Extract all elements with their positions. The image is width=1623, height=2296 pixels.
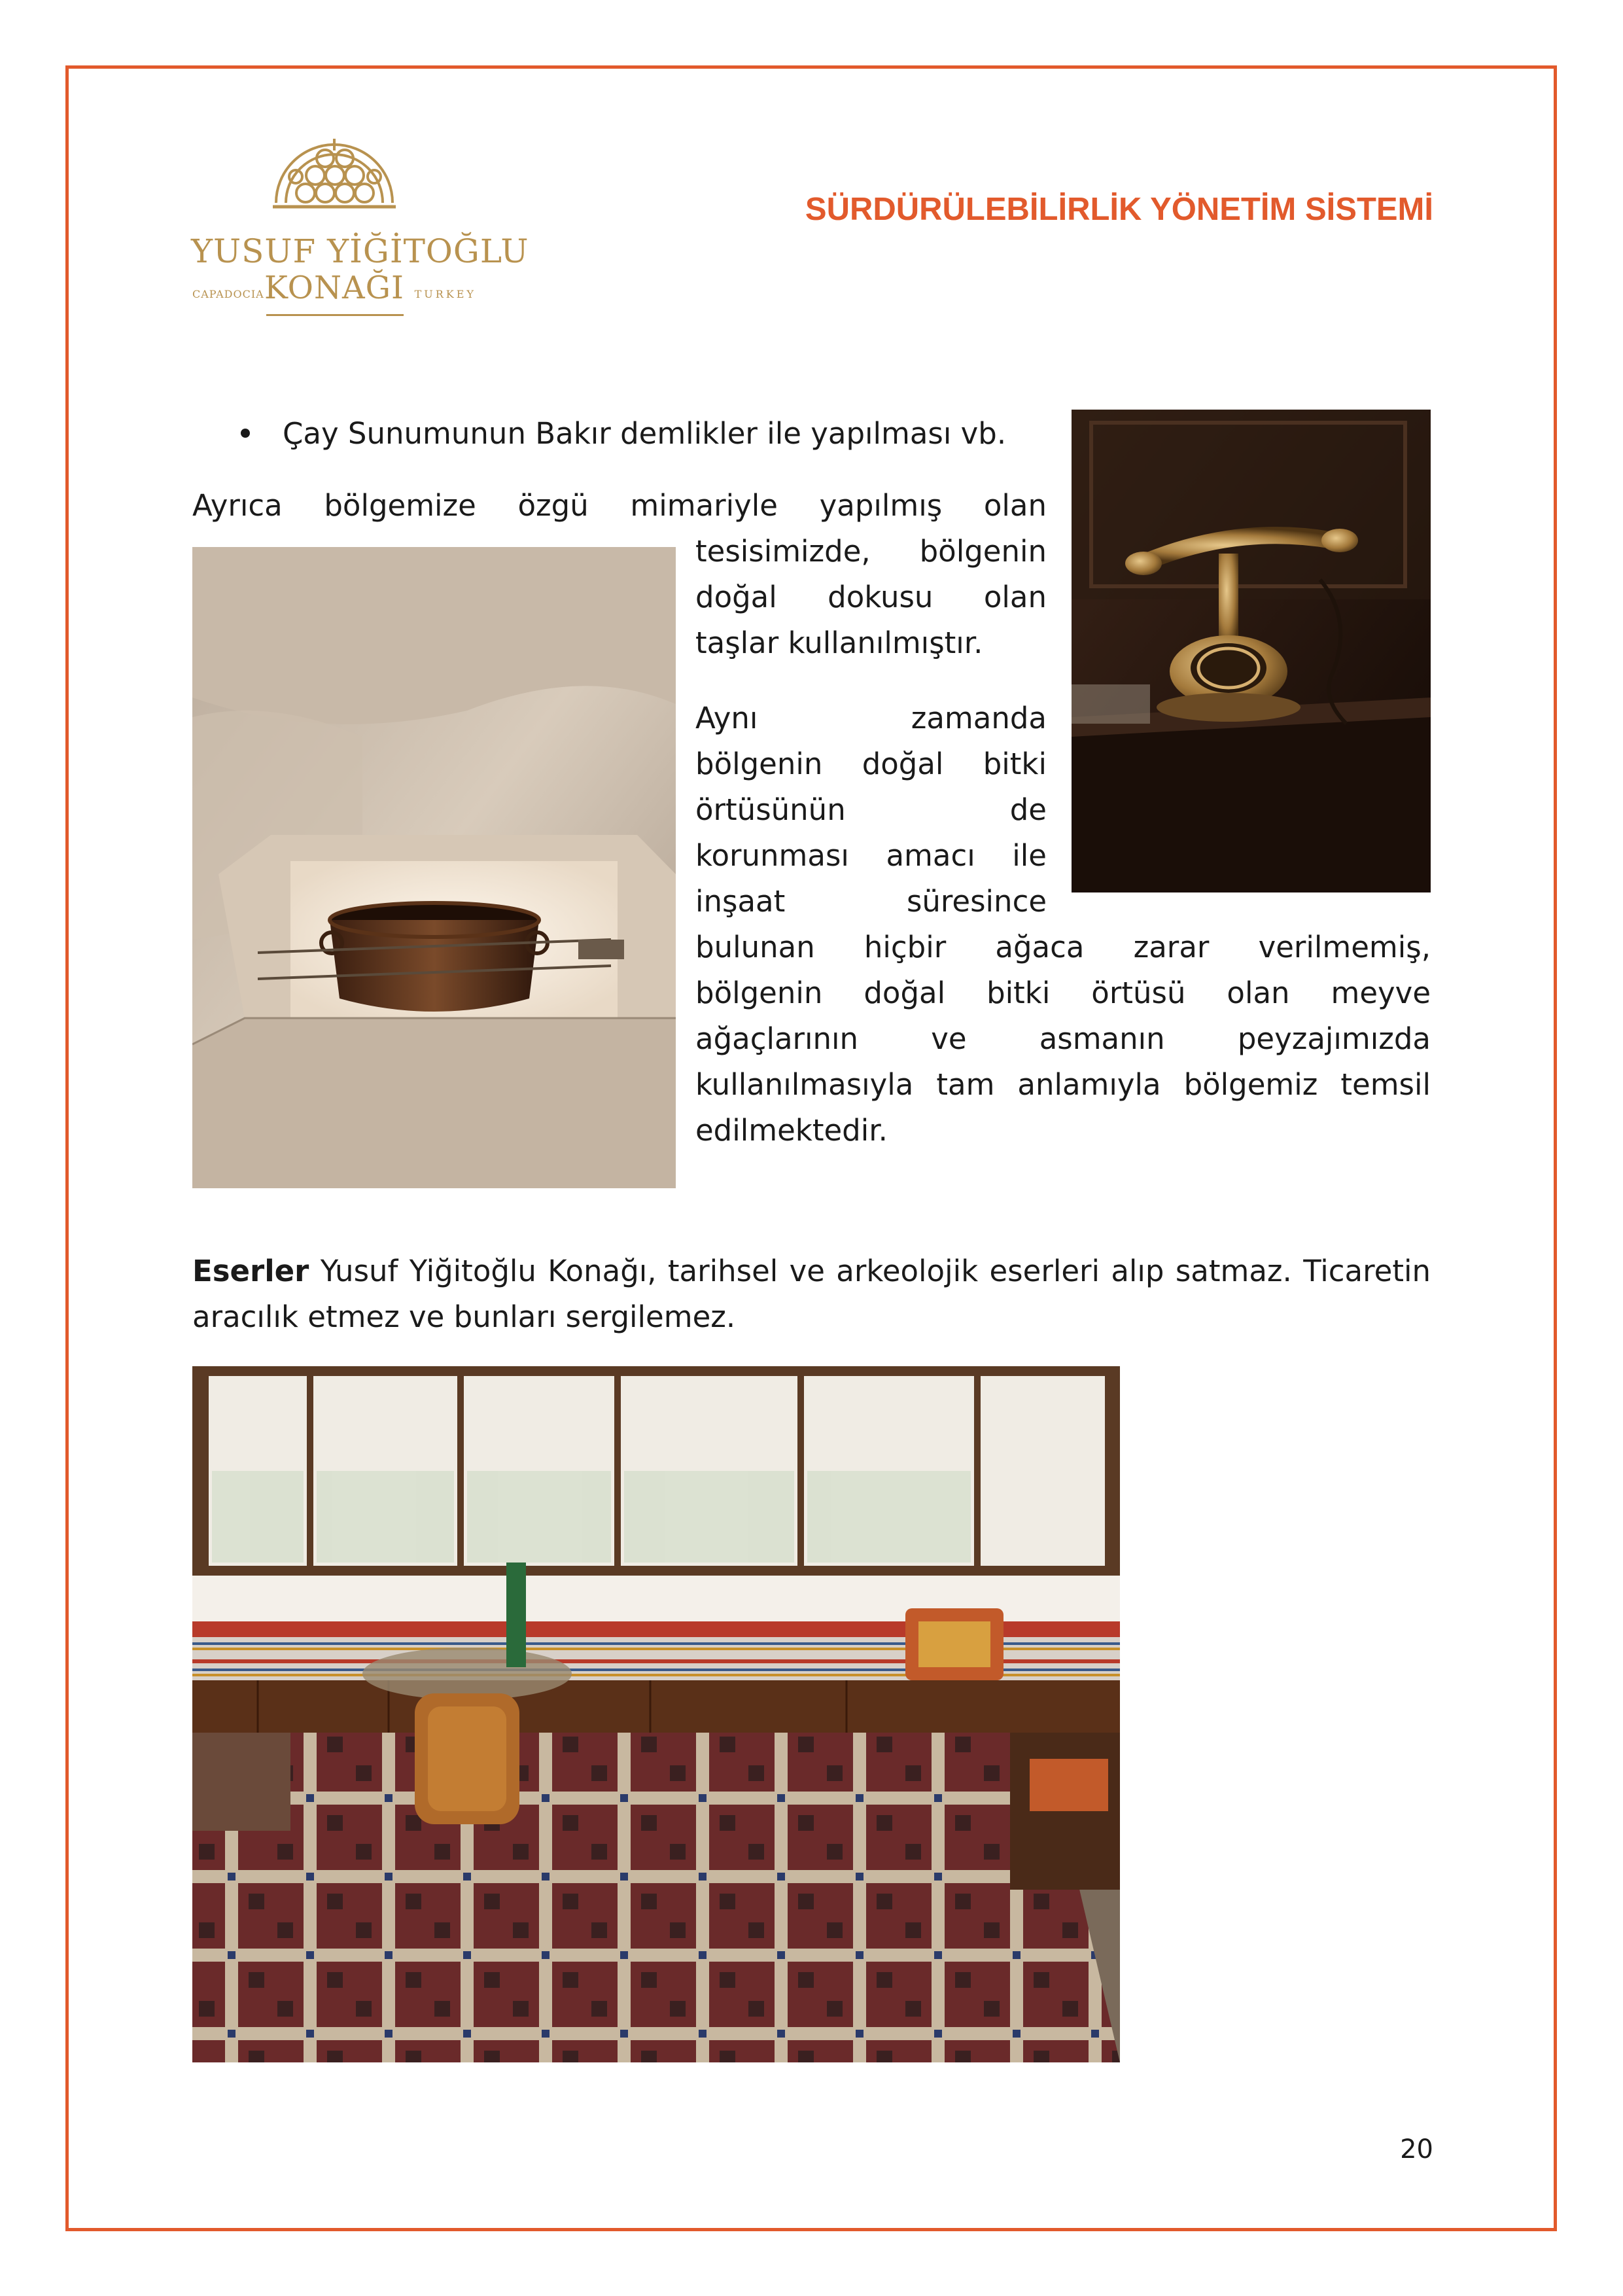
artifacts-line1	[192, 1248, 1431, 1294]
artifacts-heading: Eserler	[192, 1254, 309, 1288]
bullet-item	[241, 411, 1006, 457]
photo-room-interior	[192, 1366, 1120, 2062]
paragraph1-line4: taşlar kullanılmıştır.	[695, 626, 983, 660]
logo-right-tag: TURKEY	[414, 288, 476, 300]
bullet-icon	[241, 429, 250, 438]
paragraph2-line5: inşaat süresince	[695, 884, 1047, 919]
artifacts-line2: aracılık etmez ve bunları sergilemez.	[192, 1299, 736, 1334]
document-header-title: SÜRDÜRÜLEBİLİRLİK YÖNETİM SİSTEMİ	[805, 192, 1433, 227]
artifacts-text-line1: Yusuf Yiğitoğlu Konağı, tarihsel ve arkeolojik eserleri alıp satmaz. Ticaretin	[309, 1254, 1431, 1288]
photo-stone-niche-copper-pot	[192, 547, 676, 1188]
logo-konagi-line: KONAĞI	[264, 270, 404, 306]
paragraph2-line4: korunması amacı ile	[695, 838, 1047, 873]
logo-arch-emblem	[191, 98, 478, 236]
paragraph2-line1: Aynı zamanda	[695, 701, 1047, 735]
paragraph1-line2: tesisimizde, bölgenin	[695, 534, 1047, 569]
company-logo	[191, 98, 529, 362]
paragraph1-line1: Ayrıca bölgemize özgü mimariyle yapılmış olan	[192, 488, 1047, 523]
bullet-text: Çay Sunumunun Bakır demlikler ile yapılması vb.	[283, 416, 1007, 451]
logo-name-line: YUSUF YİĞİTOĞLU	[191, 232, 529, 270]
paragraph2-line9: kullanılmasıyla tam anlamıyla bölgemiz temsil	[695, 1067, 1431, 1102]
paragraph2-line3: örtüsünün de	[695, 792, 1047, 827]
photo-antique-telephone	[1072, 410, 1431, 892]
paragraph2-line7: bölgenin doğal bitki örtüsü olan meyve	[695, 976, 1431, 1010]
logo-underline	[266, 314, 404, 316]
paragraph2-line6: bulunan hiçbir ağaca zarar verilmemiş,	[695, 930, 1431, 964]
paragraph2-line2: bölgenin doğal bitki	[695, 747, 1047, 781]
logo-left-tag: CAPADOCIA	[192, 288, 264, 300]
paragraph2-line8: ağaçlarının ve asmanın peyzajımızda	[695, 1021, 1431, 1056]
page-number: 20	[1400, 2134, 1433, 2164]
paragraph2-line10: edilmektedir.	[695, 1113, 888, 1148]
paragraph1-line3: doğal dokusu olan	[695, 580, 1047, 614]
